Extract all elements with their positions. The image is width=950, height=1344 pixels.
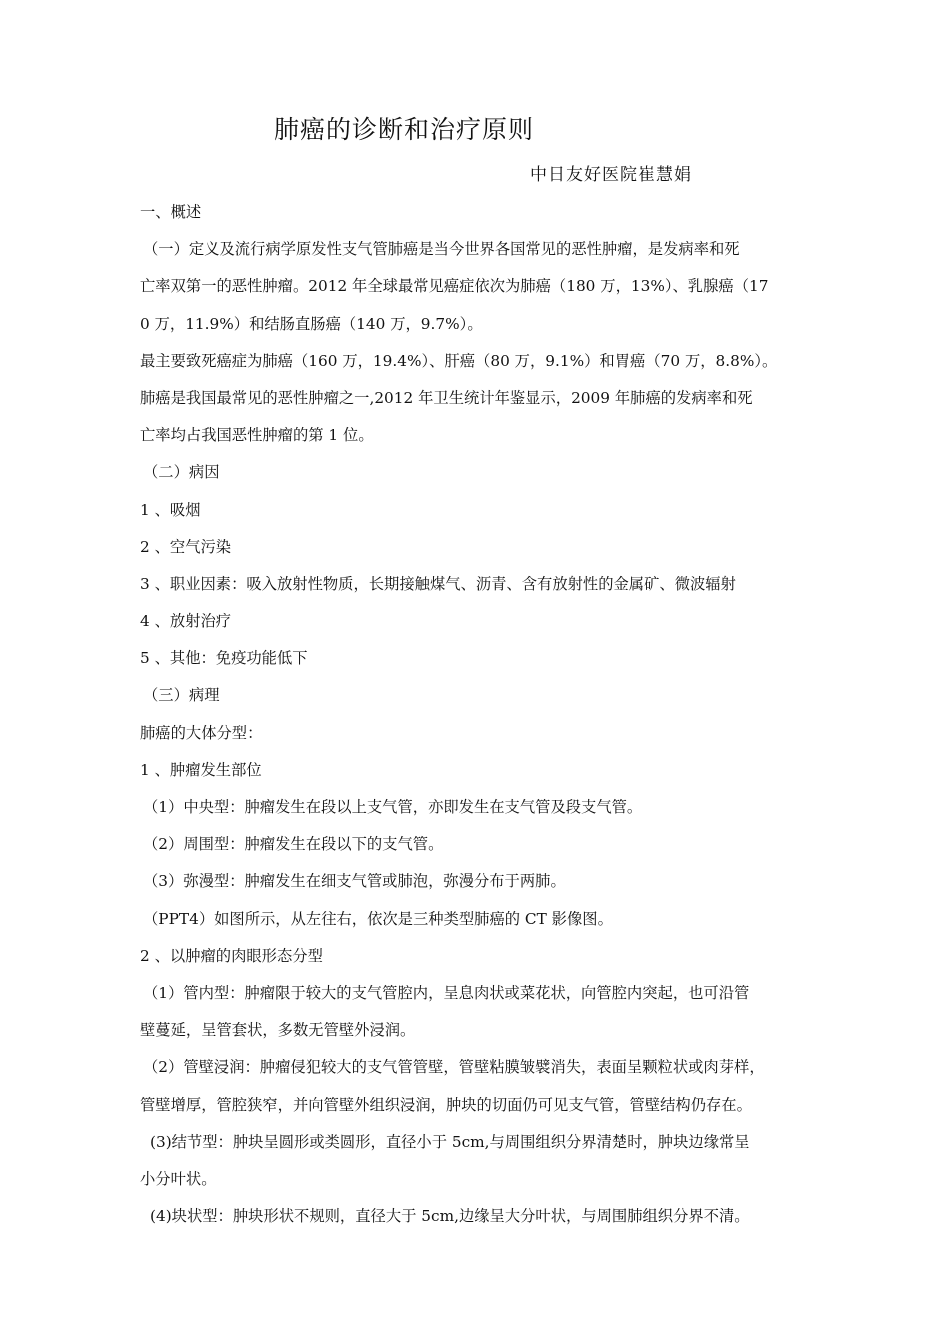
paragraph-line: 小分叶状。 — [140, 1169, 217, 1188]
list-item: （1）管内型：肿瘤限于较大的支气管腔内，呈息肉状或菜花状，向管腔内突起，也可沿管 — [143, 983, 750, 1002]
list-item: 4 、放射治疗 — [140, 612, 232, 631]
list-item: （1）中央型：肿瘤发生在段以上支气管，亦即发生在支气管及段支气管。 — [143, 798, 643, 816]
list-item: (4)块状型：肿块形状不规则，直径大于 5cm,边缘呈大分叶状，与周围肺组织分界不清。 — [150, 1207, 750, 1226]
subsection-heading: （二）病因 — [143, 463, 220, 482]
paragraph-line: 肺癌是我国最常见的恶性肿瘤之一,2012 年卫生统计年鉴显示，2009 年肺癌的发病率和死 — [140, 388, 753, 407]
paragraph-line: 最主要致死癌症为肺癌（160 万，19.4%）、肝癌（80 万，9.1%）和胃癌（70 万，8.8%）。 — [140, 351, 778, 370]
paragraph-line: 0 万，11.9%）和结肠直肠癌（140 万，9.7%）。 — [140, 314, 483, 333]
paragraph-line: 壁蔓延，呈管套状，多数无管壁外浸润。 — [140, 1021, 416, 1040]
list-item: 1 、肿瘤发生部位 — [140, 760, 262, 779]
list-item: 5 、其他：免疫功能低下 — [140, 649, 308, 668]
document-body — [140, 194, 830, 1235]
subsection-heading: （三）病理 — [143, 686, 220, 705]
list-item: (3)结节型：肿块呈圆形或类圆形，直径小于 5cm,与周围组织分界清楚时，肿块边缘常呈 — [150, 1132, 750, 1151]
paragraph-line: 肺癌的大体分型： — [140, 723, 263, 742]
list-item: 1 、吸烟 — [140, 500, 201, 519]
paragraph-line: （一）定义及流行病学原发性支气管肺癌是当今世界各国常见的恶性肿瘤，是发病率和死 — [143, 240, 740, 259]
document-author: 中日友好医院崔慧娟 — [530, 165, 692, 185]
list-item: 3 、职业因素：吸入放射性物质，长期接触煤气、沥青、含有放射性的金属矿、微波辐射 — [140, 574, 736, 593]
paragraph-line: 管壁增厚，管腔狭窄，并向管壁外组织浸润，肿块的切面仍可见支气管，管壁结构仍存在。 — [140, 1095, 752, 1114]
paragraph-line: （PPT4）如图所示，从左往右，依次是三种类型肺癌的 CT 影像图。 — [143, 909, 613, 928]
paragraph-line: 亡率双第一的恶性肿瘤。2012 年全球最常见癌症依次为肺癌（180 万，13%）、乳腺癌（17 — [140, 277, 769, 296]
section-heading: 一、概述 — [140, 203, 202, 221]
list-item: （2）管壁浸润：肿瘤侵犯较大的支气管管壁，管壁粘膜皱襞消失，表面呈颗粒状或肉芽样， — [143, 1058, 765, 1077]
list-item: （3）弥漫型：肿瘤发生在细支气管或肺泡，弥漫分布于两肺。 — [143, 872, 566, 891]
list-item: （2）周围型：肿瘤发生在段以下的支气管。 — [143, 835, 444, 854]
list-item: 2 、空气污染 — [140, 537, 232, 556]
document-title: 肺癌的诊断和治疗原则 — [274, 115, 535, 144]
list-item: 2 、以肿瘤的肉眼形态分型 — [140, 946, 323, 965]
paragraph-line: 亡率均占我国恶性肿瘤的第 1 位。 — [140, 426, 374, 445]
